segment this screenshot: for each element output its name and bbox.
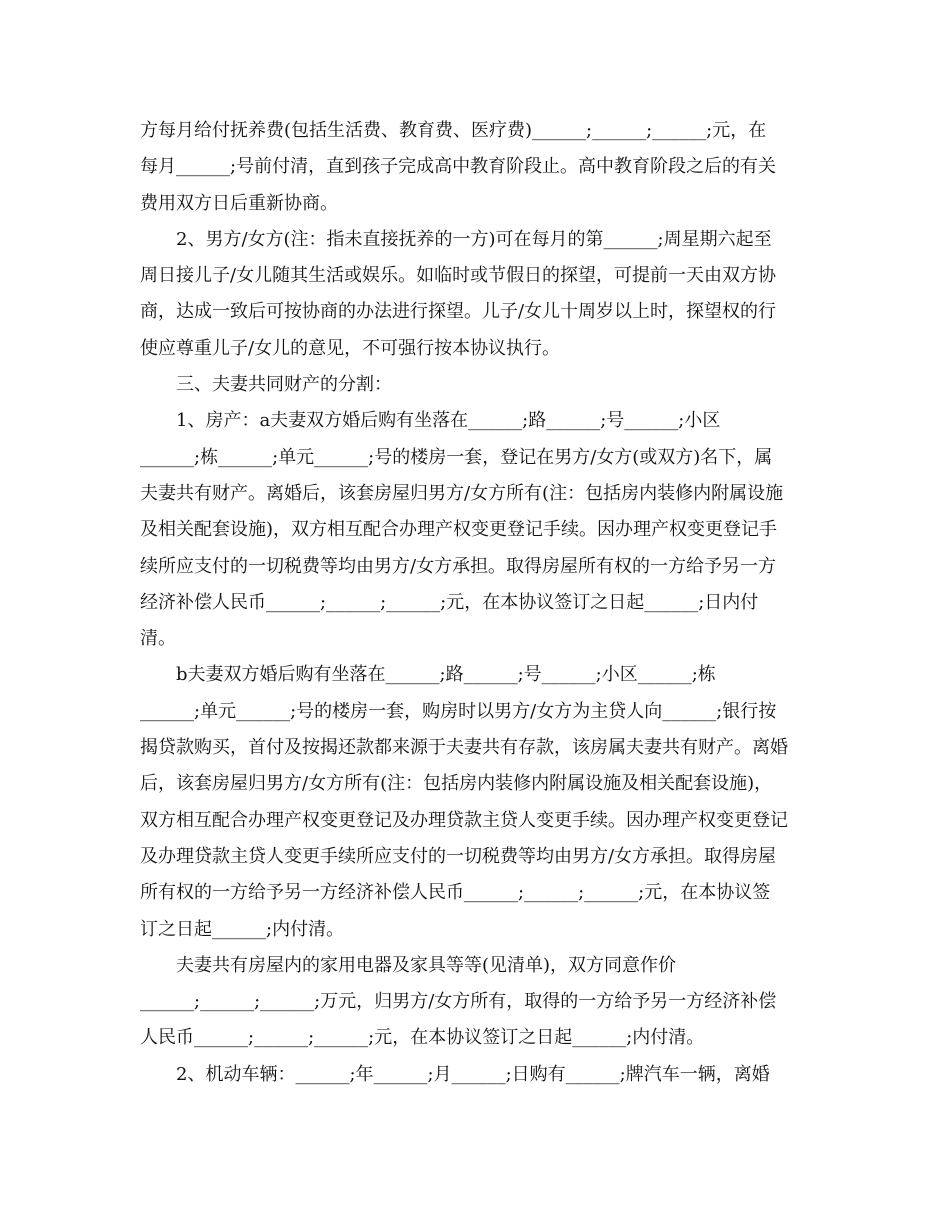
paragraph-line: 后，该套房屋归男方/女方所有(注：包括房内装修内附属设施及相关配套设施)，: [140, 773, 773, 795]
paragraph-line: 及办理贷款主贷人变更手续所应支付的一切税费等均由男方/女方承担。取得房屋: [140, 845, 777, 867]
paragraph-line: 使应尊重儿子/女儿的意见，不可强行按本协议执行。: [140, 337, 561, 359]
paragraph-line: 揭贷款购买，首付及按揭还款都来源于夫妻共有存款，该房属夫妻共有财产。离婚: [140, 737, 788, 759]
paragraph-line: 夫妻共有房屋内的家用电器及家具等等(见清单)，双方同意作价: [176, 954, 677, 976]
paragraph-line: 经济补偿人民币______;______;______;元，在本协议签订之日起______;日内付: [140, 591, 759, 613]
paragraph-line: 所有权的一方给予另一方经济补偿人民币______;______;______;元，在本协议签: [140, 882, 771, 904]
paragraph-line: 双方相互配合办理产权变更登记及办理贷款主贷人变更手续。因办理产权变更登记: [140, 809, 788, 831]
paragraph-line: 夫妻共有财产。离婚后，该套房屋归男方/女方所有(注：包括房内装修内附属设施: [140, 482, 784, 504]
paragraph-line: 清。: [140, 628, 176, 650]
paragraph-line: ______;______;______;万元，归男方/女方所有，取得的一方给予另一方经济补偿: [140, 991, 777, 1013]
paragraph-line: 周日接儿子/女儿随其生活或娱乐。如临时或节假日的探望，可提前一天由双方协: [140, 265, 777, 287]
paragraph-line: b夫妻双方婚后购有坐落在______;路______;号______;小区______;栋: [176, 664, 716, 686]
paragraph-line: 及相关配套设施)，双方相互配合办理产权变更登记手续。因办理产权变更登记手: [140, 519, 778, 541]
paragraph-line: 方每月给付抚养费(包括生活费、教育费、医疗费)______;______;______;元，在: [140, 120, 767, 141]
paragraph-line: 人民币______;______;______;元，在本协议签订之日起______;内付清。: [140, 1027, 705, 1049]
paragraph-line: 每月______;号前付清，直到孩子完成高中教育阶段止。高中教育阶段之后的有关: [140, 156, 777, 178]
paragraph-line: 费用双方日后重新协商。: [140, 192, 338, 214]
paragraph-line: 续所应支付的一切税费等均由男方/女方承担。取得房屋所有权的一方给予另一方: [140, 555, 777, 577]
paragraph-line: 1、房产：a夫妻双方婚后购有坐落在______;路______;号______;小区: [176, 410, 721, 432]
paragraph-line: 2、男方/女方(注：指未直接抚养的一方)可在每月的第______;周星期六起至: [176, 228, 772, 250]
paragraph-line: 2、机动车辆：______;年______;月______;日购有______;牌汽车一辆，离婚: [176, 1063, 770, 1085]
paragraph-line: 订之日起______;内付清。: [140, 918, 345, 940]
paragraph-line: ______;单元______;号的楼房一套，购房时以男方/女方为主贷人向______;银行按: [140, 700, 777, 722]
document-body: [140, 113, 810, 1093]
paragraph-line: 商，达成一致后可按协商的办法进行探望。儿子/女儿十周岁以上时，探望权的行: [140, 301, 777, 323]
paragraph-line: ______;栋______;单元______;号的楼房一套，登记在男方/女方(或双方)名下，属: [140, 446, 773, 468]
section-heading: 三、夫妻共同财产的分割：: [176, 374, 392, 396]
